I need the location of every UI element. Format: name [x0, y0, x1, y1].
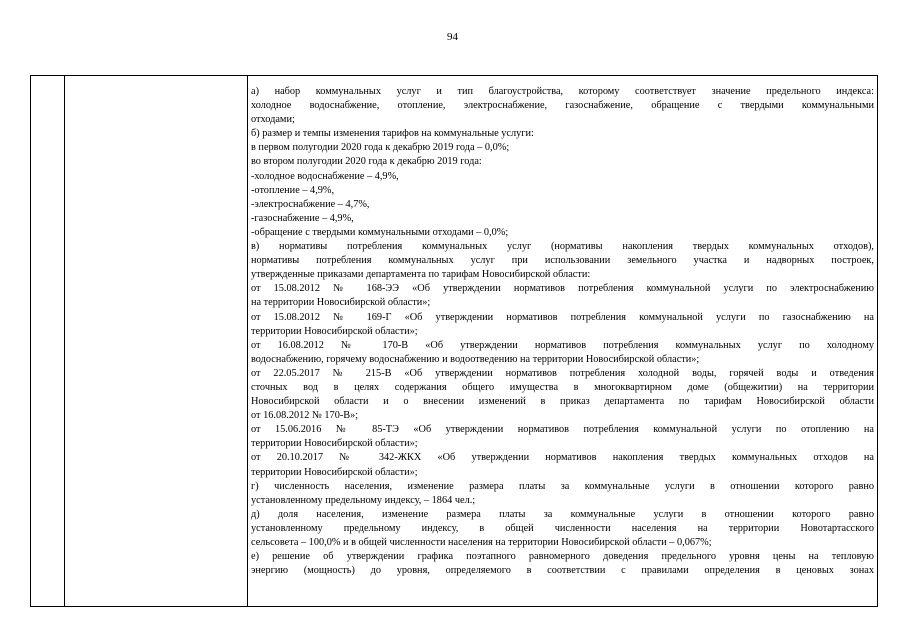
- text-line: установленному предельному индексу, – 1864 чел.;: [251, 494, 476, 506]
- text-line: от 22.05.2017 № 215-В «Об утверждении нормативов потребления холодной воды, горячей воды и отведения: [251, 367, 874, 379]
- text-line: а) набор коммунальных услуг и тип благоустройства, которому соответствует значение предельного индекса:: [251, 86, 874, 97]
- table-column-divider: [247, 76, 248, 606]
- text-line: от 15.06.2016 № 85-ТЭ «Об утверждении нормативов потребления коммунальной услуги по отоплению на: [251, 424, 874, 436]
- text-line: е) решение об утверждении графика поэтапного равномерного доведения предельного уровня цены на тепловую: [251, 551, 874, 563]
- text-line: установленному предельному индексу, в общей численности населения на территории Новотартасского: [251, 522, 874, 534]
- text-line: энергию (мощность) до уровня, определяемого в соответствии с правилами определения в ценовых зонах: [251, 565, 874, 577]
- text-line: территории Новосибирской области»;: [251, 325, 418, 337]
- text-line: от 16.08.2012 № 170-В»;: [251, 410, 359, 422]
- text-line: холодное водоснабжение, отопление, электроснабжение, газоснабжение, обращение с твердыми коммунальными: [251, 100, 874, 112]
- text-line: нормативы потребления коммунальных услуг при использовании земельного участка и надворных построек,: [251, 255, 874, 267]
- table-column-divider: [64, 76, 65, 606]
- text-line: Новосибирской области и о внесении изменений в приказ департамента по тарифам Новосибирской области: [251, 396, 874, 408]
- text-line: -газоснабжение – 4,9%,: [251, 212, 354, 224]
- page-number: 94: [447, 31, 458, 43]
- text-line: в первом полугодии 2020 года к декабрю 2019 года – 0,0%;: [251, 142, 510, 154]
- document-table: [30, 75, 878, 607]
- text-line: водоснабжению, горячему водоснабжению и водоотведению на территории Новосибирской области»;: [251, 353, 700, 365]
- text-line: -холодное водоснабжение – 4,9%,: [251, 170, 399, 182]
- text-line: территории Новосибирской области»;: [251, 438, 418, 450]
- text-line: от 15.08.2012 № 169-Г «Об утверждении нормативов потребления коммунальной услуги по газоснабжению на: [251, 311, 874, 323]
- text-line: б) размер и темпы изменения тарифов на коммунальные услуги:: [251, 128, 534, 140]
- table-cell-text: [251, 85, 874, 578]
- text-line: во втором полугодии 2020 года к декабрю 2019 года:: [251, 156, 482, 168]
- text-line: территории Новосибирской области»;: [251, 466, 418, 478]
- text-line: от 20.10.2017 № 342-ЖКХ «Об утверждении нормативов накопления твердых коммунальных отходов на: [251, 452, 874, 464]
- text-line: -электроснабжение – 4,7%,: [251, 198, 370, 210]
- text-line: от 16.08.2012 № 170-В «Об утверждении нормативов потребления коммунальных услуг по холодному: [251, 339, 874, 351]
- text-line: д) доля населения, изменение размера платы за коммунальные услуги в отношении которого равно: [251, 508, 874, 520]
- text-line: -обращение с твердыми коммунальными отходами – 0,0%;: [251, 226, 509, 238]
- text-line: утвержденные приказами департамента по тарифам Новосибирской области:: [251, 269, 591, 281]
- text-line: отходами;: [251, 114, 295, 126]
- text-line: г) численность населения, изменение размера платы за коммунальные услуги в отношении которого равно: [251, 480, 874, 492]
- text-line: от 15.08.2012 № 168-ЭЭ «Об утверждении нормативов потребления коммунальной услуги по электроснабжению: [251, 283, 874, 295]
- text-line: в) нормативы потребления коммунальных услуг (нормативы накопления твердых коммунальных отходов),: [251, 241, 874, 253]
- text-line: сточных вод в целях содержания общего имущества в многоквартирном доме (общежитии) на территории: [251, 381, 874, 393]
- text-line: сельсовета – 100,0% и в общей численности населения на территории Новосибирской области – 0,067%;: [251, 537, 712, 548]
- text-line: на территории Новосибирской области»;: [251, 297, 431, 309]
- text-line: -отопление – 4,9%,: [251, 184, 335, 196]
